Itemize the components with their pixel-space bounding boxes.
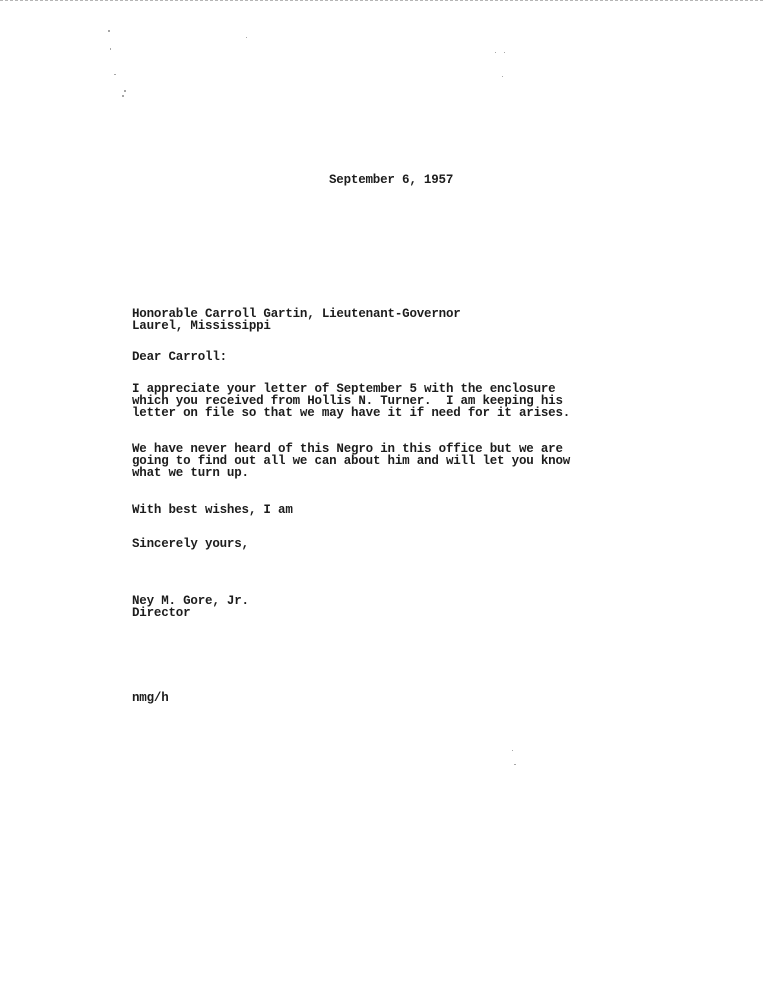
scan-speck: [504, 52, 505, 53]
signer-name: Ney M. Gore, Jr.: [132, 594, 249, 608]
complimentary-close: Sincerely yours,: [132, 537, 249, 551]
paragraph-1-line: I appreciate your letter of September 5 with the enclosure: [132, 382, 556, 396]
paragraph-1-line: letter on file so that we may have it if need for it arises.: [132, 406, 571, 420]
paragraph-2-line: We have never heard of this Negro in this office but we are: [132, 442, 563, 456]
scan-speck: [502, 76, 503, 77]
scan-speck: [246, 37, 247, 38]
salutation: Dear Carroll:: [132, 350, 227, 364]
letter-date: September 6, 1957: [329, 173, 454, 187]
page-top-border: [0, 0, 763, 1]
scan-speck: [108, 30, 110, 32]
scan-speck: [514, 764, 516, 765]
body-paragraph-2: [132, 443, 570, 479]
scan-speck: [110, 48, 111, 50]
body-paragraph-1: [132, 383, 570, 419]
scan-speck: [114, 74, 116, 75]
signature-block: [132, 595, 249, 619]
address-line-recipient: Honorable Carroll Gartin, Lieutenant-Governor: [132, 307, 461, 321]
paragraph-2-line: going to find out all we can about him and will let you know: [132, 454, 571, 468]
paragraph-2-line: what we turn up.: [132, 466, 249, 480]
scan-speck: [124, 90, 126, 92]
scan-speck: [495, 52, 496, 53]
reference-initials: nmg/h: [132, 691, 169, 705]
scan-speck: [122, 95, 124, 97]
inside-address: [132, 308, 461, 332]
closing-phrase: With best wishes, I am: [132, 503, 293, 517]
address-line-city: Laurel, Mississippi: [132, 319, 271, 333]
scan-speck: [512, 750, 513, 751]
paragraph-1-line: which you received from Hollis N. Turner. I am keeping his: [132, 394, 563, 408]
signer-title: Director: [132, 606, 191, 620]
